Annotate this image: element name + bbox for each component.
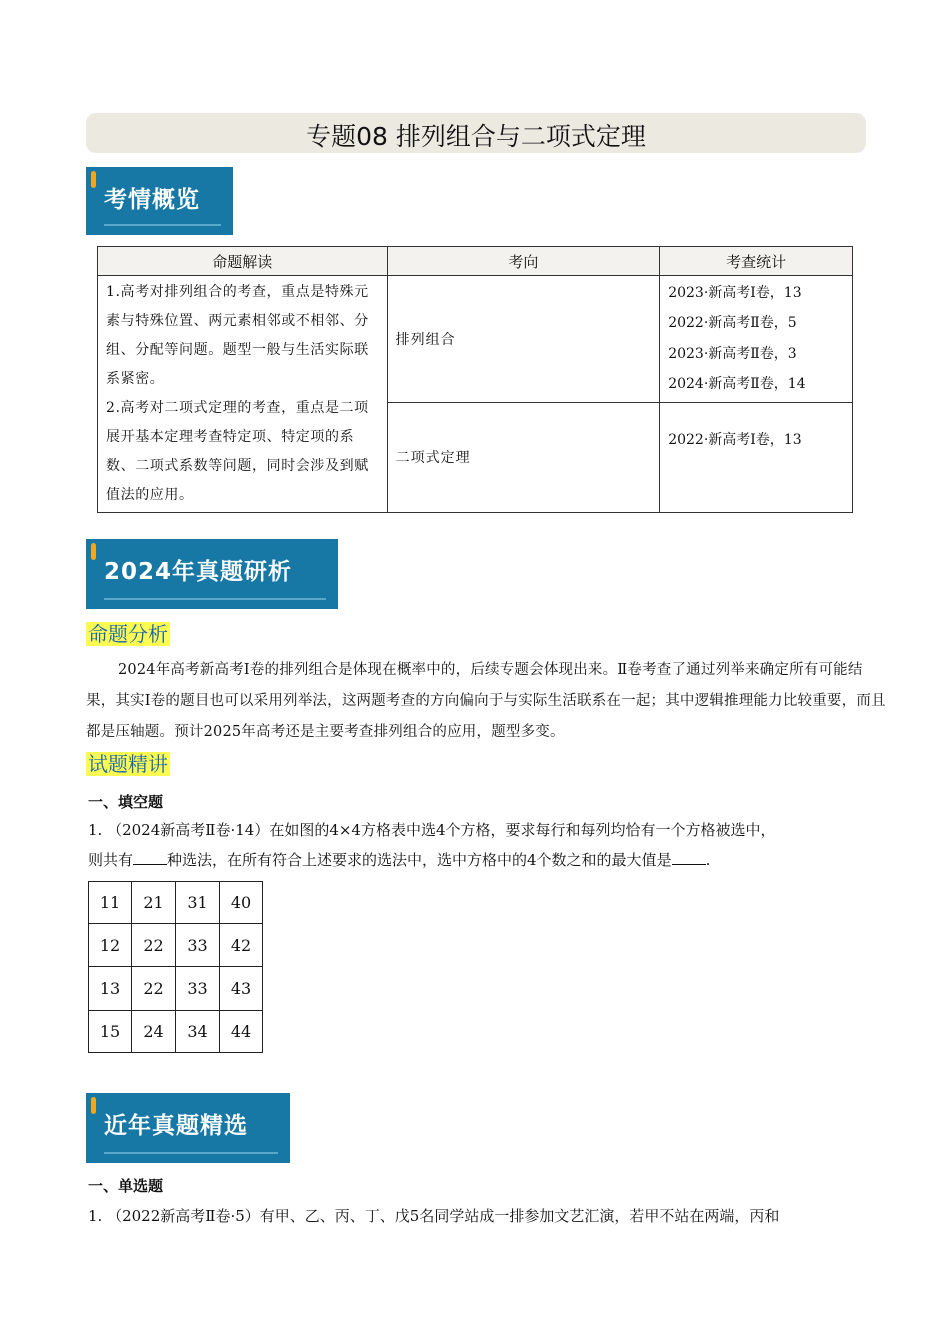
grid-cell: 22 bbox=[132, 924, 176, 967]
badge-2024-analysis bbox=[86, 539, 338, 609]
grid-row bbox=[89, 1011, 263, 1053]
badge-overview-label: 考情概览 bbox=[104, 187, 200, 213]
question-number: 1. bbox=[88, 1207, 103, 1225]
header-direction: 考向 bbox=[387, 247, 660, 276]
badge-accent bbox=[91, 543, 96, 560]
section-heading-fill-in: 一、填空题 bbox=[88, 793, 164, 811]
answer-blank[interactable] bbox=[133, 850, 167, 865]
grid-row bbox=[89, 967, 263, 1011]
grid-cell: 13 bbox=[89, 967, 132, 1011]
stat-entry: 2023·新高考Ⅰ卷，13 bbox=[668, 284, 802, 301]
header-statistics: 考查统计 bbox=[660, 247, 853, 276]
lecture-label-wrap bbox=[86, 751, 170, 777]
lecture-label: 试题精讲 bbox=[88, 752, 168, 776]
grid-cell: 42 bbox=[220, 924, 263, 967]
grid-cell: 44 bbox=[220, 1011, 263, 1053]
interpretation-cell bbox=[98, 276, 388, 513]
grid-cell: 33 bbox=[176, 967, 220, 1011]
badge-2024-label: 2024年真题研析 bbox=[104, 559, 293, 585]
grid-cell: 33 bbox=[176, 924, 220, 967]
stat-entry: 2024·新高考Ⅱ卷，14 bbox=[668, 376, 806, 393]
question-line bbox=[88, 1205, 779, 1226]
analysis-label: 命题分析 bbox=[88, 622, 168, 646]
page-title: 专题08 排列组合与二项式定理 bbox=[306, 122, 646, 151]
grid-cell: 40 bbox=[220, 882, 263, 924]
stat-entry: 2023·新高考Ⅱ卷，3 bbox=[668, 345, 797, 362]
answer-blank[interactable] bbox=[672, 850, 706, 865]
badge-recent-label: 近年真题精选 bbox=[104, 1113, 248, 1139]
grid-cell: 22 bbox=[132, 967, 176, 1011]
badge-recent-selection bbox=[86, 1093, 290, 1163]
grid-cell: 31 bbox=[176, 882, 220, 924]
badge-overview bbox=[86, 167, 233, 235]
badge-accent bbox=[91, 171, 96, 188]
grid-cell: 43 bbox=[220, 967, 263, 1011]
grid-cell: 21 bbox=[132, 882, 176, 924]
question-text: 种选法，在所有符合上述要求的选法中，选中方格中的4个数之和的最大值是 bbox=[167, 851, 672, 869]
question-text: （2022新高考Ⅱ卷·5）有甲、乙、丙、丁、戊5名同学站成一排参加文艺汇演，若甲不站在两端，丙和 bbox=[107, 1207, 780, 1225]
stat-entry: 2022·新高考Ⅰ卷，13 bbox=[668, 431, 802, 448]
grid-cell: 12 bbox=[89, 924, 132, 967]
badge-underline bbox=[104, 1152, 278, 1154]
interpretation-text: 1.高考对排列组合的考查，重点是特殊元素与特殊位置、两元素相邻或不相邻、分组、分配等问题。题型一般与生活实际联系紧密。 bbox=[106, 284, 369, 387]
question-text: 则共有 bbox=[88, 851, 134, 869]
interpretation-text: 2.高考对二项式定理的考查，重点是二项展开基本定理考查特定项、特定项的系数、二项式系数等问题，同时会涉及到赋值法的应用。 bbox=[106, 400, 369, 503]
number-grid bbox=[88, 881, 263, 1053]
stats-cell bbox=[660, 276, 853, 403]
grid-row bbox=[89, 882, 263, 924]
direction-cell: 排列组合 bbox=[387, 276, 660, 403]
stat-entry: 2022·新高考Ⅱ卷，5 bbox=[668, 315, 797, 332]
table-header-row bbox=[98, 247, 853, 276]
direction-cell: 二项式定理 bbox=[387, 402, 660, 512]
question-line bbox=[88, 849, 710, 870]
grid-cell: 34 bbox=[176, 1011, 220, 1053]
overview-table bbox=[97, 246, 853, 513]
question-line bbox=[88, 819, 776, 840]
badge-underline bbox=[104, 224, 221, 226]
header-interpretation: 命题解读 bbox=[98, 247, 388, 276]
question-number: 1. bbox=[88, 821, 103, 839]
grid-cell: 24 bbox=[132, 1011, 176, 1053]
question-text: . bbox=[705, 851, 711, 869]
section-heading-single-choice: 一、单选题 bbox=[88, 1177, 164, 1195]
stats-cell bbox=[660, 402, 853, 512]
grid-cell: 15 bbox=[89, 1011, 132, 1053]
title-bar bbox=[86, 113, 866, 153]
badge-accent bbox=[91, 1097, 96, 1114]
badge-underline bbox=[104, 598, 326, 600]
grid-row bbox=[89, 924, 263, 967]
question-text: （2024新高考Ⅱ卷·14）在如图的4×4方格表中选4个方格，要求每行和每列均恰有一个方格被选中， bbox=[107, 821, 776, 839]
grid-cell: 11 bbox=[89, 882, 132, 924]
table-row bbox=[98, 276, 853, 403]
analysis-label-wrap bbox=[86, 621, 170, 647]
analysis-paragraph: 2024年高考新高考Ⅰ卷的排列组合是体现在概率中的，后续专题会体现出来。Ⅱ卷考查了通过列举来确定所有可能结果，其实Ⅰ卷的题目也可以采用列举法，这两题考查的方向偏向于与实际生活联系在一起；其中逻辑推理能力比较重要，而且都是压轴题。预计2025年高考还是主要考查排列组合的应用，题型多变。 bbox=[86, 662, 886, 740]
